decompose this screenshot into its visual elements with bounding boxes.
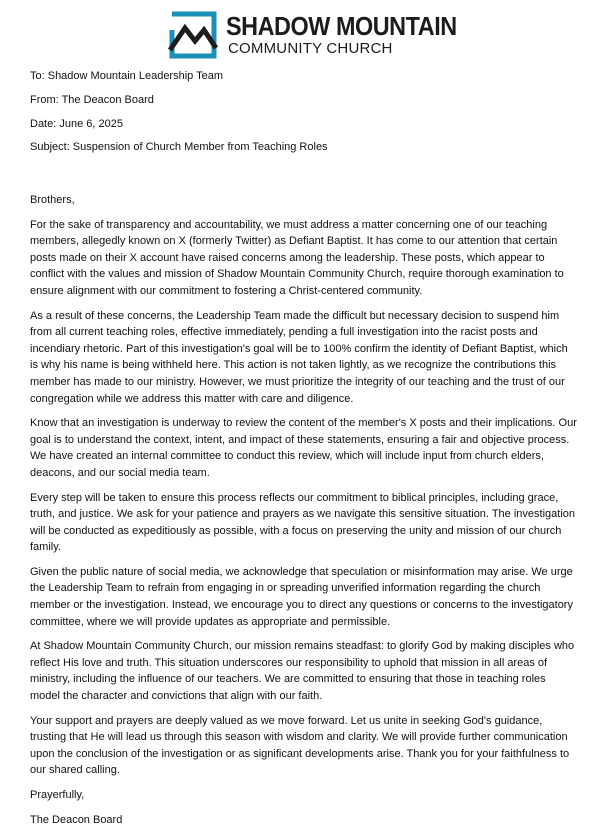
organization-name: SHADOW MOUNTAIN <box>226 11 457 41</box>
letter-body <box>30 192 578 836</box>
letterhead <box>168 8 457 62</box>
letter-paragraph: Every step will be taken to ensure this process reflects our commitment to biblical principles, including grace, truth, and justice. We ask for your patience and prayers as we navigate this sensitive situation. The investigation will be conducted as expeditiously as possible, with a focus on preserving the unity and mission of our church family. <box>30 491 575 554</box>
letter-paragraph: For the sake of transparency and accountability, we must address a matter concerning one of our teaching members, allegedly known on X (formerly Twitter) as Defiant Baptist. It has come to our attention that certain posts made on their X account have raised concerns among the leadership. These posts, which appear to conflict with the values and mission of Shadow Mountain Community Church, require thorough examination to ensure alignment with our commitment to fostering a Christ-centered community. <box>30 218 564 297</box>
letter-signature: The Deacon Board <box>30 813 123 826</box>
letter-paragraph: Your support and prayers are deeply valued as we move forward. Let us unite in seeking God's guidance, trusting that He will lead us through this season with wisdom and clarity. We will provide further communication upon the conclusion of the investigation or as significant developments arise. Thank you for your faithfulness to our shared calling. <box>30 714 570 777</box>
memo-subject: Subject: Suspension of Church Member from Teaching Roles <box>30 141 328 153</box>
letter-closing: Prayerfully, <box>30 789 85 801</box>
memo-to: To: Shadow Mountain Leadership Team <box>30 70 224 82</box>
organization-subtitle: COMMUNITY CHURCH <box>228 40 393 57</box>
letter-paragraph: Know that an investigation is underway to review the content of the member's X posts and their implications. Our goal is to understand the context, intent, and impact of these statements, ensuring a fair and objective process. We have created an internal committee to conduct this review, which will include input from church elders, deacons, and our social media team. <box>30 417 577 479</box>
memo-from: From: The Deacon Board <box>30 94 154 106</box>
letter-paragraph: Given the public nature of social media, we acknowledge that speculation or misinformation may arise. We urge the Leadership Team to refrain from engaging in or spreading unverified information regarding the church member or the investigation. Instead, we encourage you to direct any questions or concerns to the investigatory committee, where we will provide updates as appropriate and permissible. <box>30 565 573 628</box>
letter-paragraph: As a result of these concerns, the Leadership Team made the difficult but necessary decision to suspend him from all current teaching roles, effective immediately, pending a full investigation into the racist posts and incendiary rhetoric. Part of this investigation's goal will be to 100% confirm the identity of Defiant Baptist, which is why his name is being withheld here. This action is not taken lightly, as we recognize the contributions this member has made to our ministry. However, we must prioritize the integrity of our teaching and the trust of our congregation while we address this matter with care and diligence. <box>30 309 568 405</box>
letter-greeting: Brothers, <box>30 194 75 206</box>
mountain-logo-icon <box>168 10 218 60</box>
memo-date: Date: June 6, 2025 <box>30 118 123 130</box>
letter-paragraph: At Shadow Mountain Community Church, our mission remains steadfast: to glorify God by making disciples who reflect His love and truth. This situation underscores our responsibility to uphold that mission in all areas of ministry, including the influence of our teachers. We are committed to ensuring that those in teaching roles model the character and convictions that align with our faith. <box>30 640 575 703</box>
